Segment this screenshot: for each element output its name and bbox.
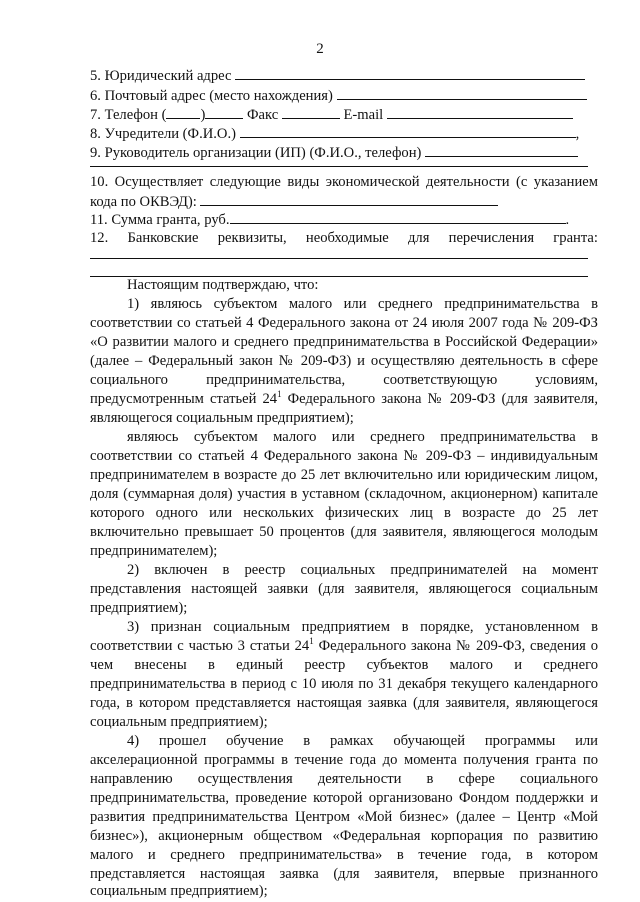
p3-line: предпринимательства в период с 10 июля по 31 декабря текущего календарного <box>90 676 598 692</box>
p1b-line: включительно превышает 50 процентов (для заявителя, являющегося молодым <box>90 524 598 540</box>
founders-label: 8. Учредители (Ф.И.О.) <box>90 126 236 142</box>
superscript: 1 <box>309 636 314 647</box>
p1-line: являющегося социальным предприятием); <box>90 410 354 426</box>
p1-line: (далее – Федеральный закон № 209-ФЗ) и осуществляю деятельность в сфере <box>90 353 598 369</box>
p3-line: 3) признан социальным предприятием в порядке, установленном в <box>127 619 598 635</box>
grant-amount-blank[interactable] <box>230 210 566 224</box>
p4-line: 4) прошел обучение в рамках обучающей программы или <box>127 733 598 749</box>
postal-address-blank[interactable] <box>337 86 587 100</box>
p1-line: «О развитии малого и среднего предпринимательства в Российской Федерации» <box>90 334 598 350</box>
p3-l2b: Федерального закона № 209-ФЗ, сведения о <box>313 638 598 654</box>
activity-line-2 <box>90 192 498 211</box>
contacts-field <box>90 105 573 124</box>
activity-line-1: 10. Осуществляет следующие виды экономической деятельности (с указанием <box>90 174 598 190</box>
activity-blank[interactable] <box>200 192 498 206</box>
p1-line: 1) являюсь субъектом малого или среднего предпринимательства в <box>127 296 598 312</box>
p4-line: направлению осуществления деятельности в сфере социального <box>90 771 598 787</box>
p3-line: социальным предприятием); <box>90 714 268 730</box>
bank-details-line-blank-1[interactable] <box>90 258 588 259</box>
p3-line-sup <box>90 637 598 656</box>
bank-w3: реквизиты, <box>217 230 287 246</box>
p2-line: 2) включен в реестр социальных предпринимателей на момент <box>127 562 598 578</box>
grant-amount-label: 11. Сумма гранта, руб. <box>90 212 230 228</box>
p1-line-sup <box>90 390 598 409</box>
phone-blank[interactable] <box>205 105 243 119</box>
email-label: E-mail <box>343 107 384 123</box>
founders-field <box>90 124 579 143</box>
p3-l2a: соответствии с частью 3 статьи 24 <box>90 638 310 654</box>
email-blank[interactable] <box>387 105 573 119</box>
p1-l6b: Федерального закона № 209-ФЗ (для заявителя, <box>281 391 598 407</box>
fax-label: Факс <box>246 107 279 123</box>
p4-line: представляется настоящая заявка (для заявителя, впервые признанного <box>90 866 598 882</box>
fax-blank[interactable] <box>282 105 340 119</box>
postal-address-field <box>90 86 587 105</box>
p2-line: представления настоящей заявки (для заявителя, являющегося социальным <box>90 581 598 597</box>
head-label: 9. Руководитель организации (ИП) (Ф.И.О., телефон) <box>90 145 422 161</box>
page-number: 2 <box>316 41 324 57</box>
p1-l6a: предусмотренным статьей 24 <box>90 391 278 407</box>
phone-label: 7. Телефон ( <box>90 107 167 123</box>
activity-label: кода по ОКВЭД): <box>90 194 197 210</box>
head-field <box>90 143 578 162</box>
confirm-intro: Настоящим подтверждаю, что: <box>127 277 319 293</box>
p1b-line: соответствии со статьей 4 Федерального закона № 209-ФЗ – индивидуальным <box>90 448 598 464</box>
bank-w7: гранта: <box>553 230 598 246</box>
p4-line: развития предпринимательства Центром «Мой бизнес» (далее – Центр «Мой <box>90 809 598 825</box>
p4-line: акселерационной программы в течение года до момента получения гранта по <box>90 752 598 768</box>
p1b-line: которого одного или нескольких физических лиц в возрасте до 25 лет <box>90 505 598 521</box>
p4-line: социальным предприятием); <box>90 883 268 899</box>
bank-w1: 12. <box>90 230 109 246</box>
postal-address-label: 6. Почтовый адрес (место нахождения) <box>90 88 333 104</box>
p3-line: чем внесены в единый реестр субъектов малого и среднего <box>90 657 598 673</box>
grant-dot: . <box>565 212 570 228</box>
p4-line: бизнес»), акционерным обществом «Федеральная корпорация по развитию <box>90 828 598 844</box>
legal-address-label: 5. Юридический адрес <box>90 68 232 84</box>
p4-line: малого и среднего предпринимательства» в течение года, в котором <box>90 847 598 863</box>
bank-w4: необходимые <box>305 230 389 246</box>
bank-w5: для <box>407 230 430 246</box>
p3-line: года, в котором представляется настоящая заявка (для заявителя, являющегося <box>90 695 598 711</box>
grant-amount-field <box>90 210 569 229</box>
p1b-line: являюсь субъектом малого или среднего предпринимательства в <box>127 429 598 445</box>
head-continuation-line[interactable] <box>90 166 588 167</box>
p1b-line: предпринимателем в возрасте до 25 лет включительно или юридическим лицом, <box>90 467 598 483</box>
legal-address-blank[interactable] <box>235 66 585 80</box>
p1-line: соответствии со статьей 4 Федерального закона от 24 июля 2007 года № 209-ФЗ <box>90 315 598 331</box>
bank-w2: Банковские <box>127 230 199 246</box>
phone-close: ) <box>200 107 206 123</box>
p1b-line: предпринимателем); <box>90 543 218 559</box>
founders-comma: , <box>575 126 580 142</box>
phone-code-blank[interactable] <box>166 105 200 119</box>
legal-address-field <box>90 66 585 85</box>
p1b-line: доля (суммарная доля) участия в уставном (складочном, акционерном) капитале <box>90 486 598 502</box>
founders-blank[interactable] <box>240 124 576 138</box>
superscript: 1 <box>277 389 282 400</box>
p4-line: предпринимательства, проведение которой организовано Фондом поддержки и <box>90 790 598 806</box>
bank-w6: перечисления <box>448 230 535 246</box>
bank-details-line <box>90 229 598 248</box>
p1-line: социального предпринимательства, соответствующую условиям, <box>90 372 598 388</box>
head-blank[interactable] <box>425 143 578 157</box>
p2-line: предприятием); <box>90 600 188 616</box>
